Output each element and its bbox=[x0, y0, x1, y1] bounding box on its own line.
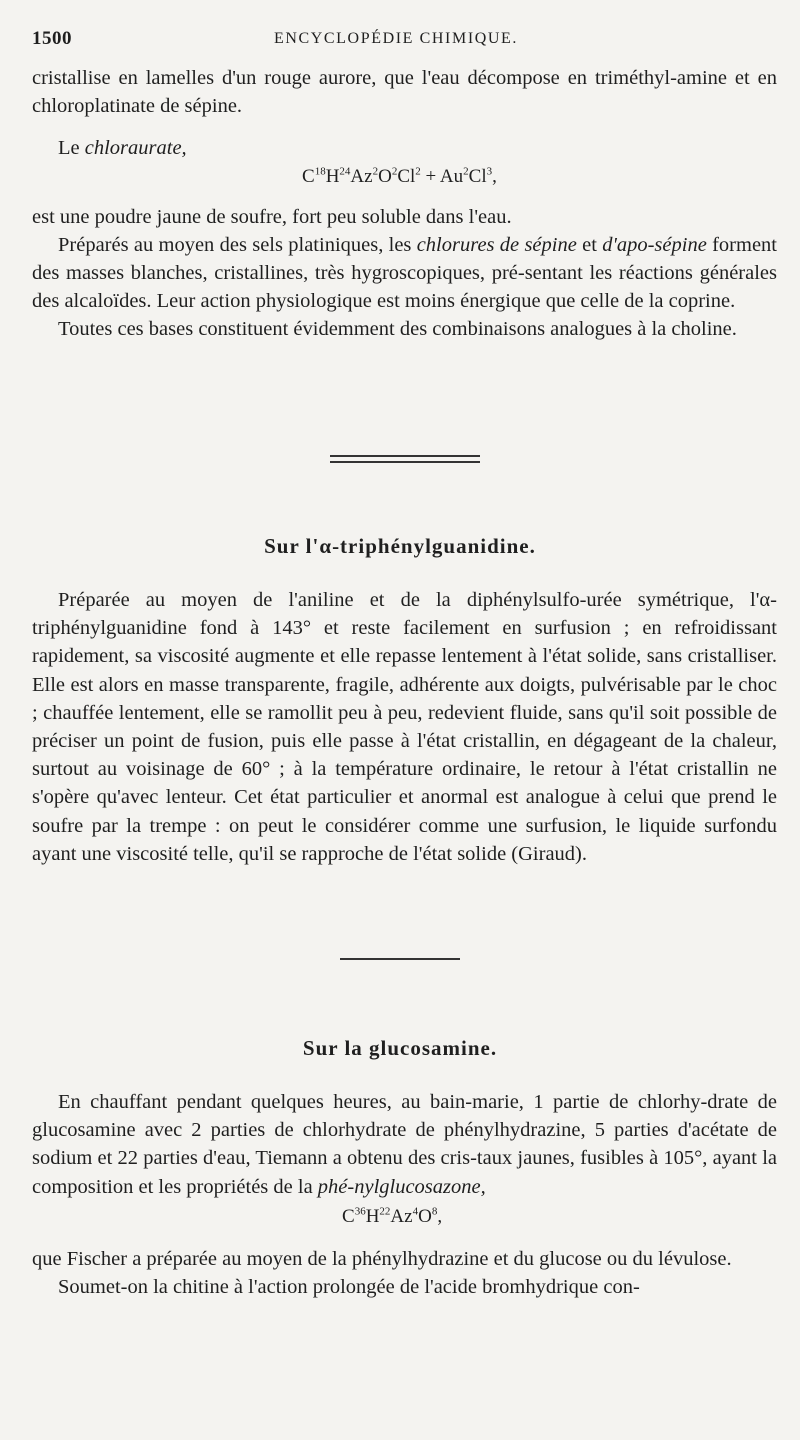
running-header bbox=[32, 28, 760, 54]
formula-subscript-count: 2 bbox=[372, 165, 379, 178]
section-heading: Sur la glucosamine. bbox=[302, 1036, 498, 1060]
formula-subscript-count: 2 bbox=[415, 165, 421, 178]
text-run: Préparés au moyen des sels platiniques, les bbox=[58, 233, 417, 256]
italic-term: phé-nylglucosazone, bbox=[317, 1175, 486, 1198]
formula-element: Az bbox=[390, 1205, 413, 1227]
section-body bbox=[32, 586, 777, 868]
rule-divider bbox=[340, 958, 460, 960]
formula-element: + Au bbox=[420, 165, 464, 187]
formula-element: H bbox=[365, 1205, 380, 1227]
paragraph: que Fischer a préparée au moyen de la phénylhydrazine et du glucose ou du lévulose. bbox=[32, 1247, 732, 1270]
text-run: En chauffant pendant quelques heures, au bain-marie, 1 partie de chlorhy-drate de glucosamine avec 2 parties de chlorhydrate de phénylhydrazine, 5 parties d'acétate de sodium et 22 parties d'eau, Tiemann a obtenu des cris-taux jaunes, fusibles à 105°, ayant la composition et les propriétés de la bbox=[32, 1091, 777, 1198]
paragraph: cristallise en lamelles d'un rouge aurore, que l'eau décompose en triméthyl-amine et en chloroplatinate de sépine. bbox=[32, 67, 777, 118]
paragraph: Préparée au moyen de l'aniline et de la diphénylsulfo-urée symétrique, l'α-triphénylguanidine fond à 143° et reste facilement en surfusion ; en refroidissant rapidement, sa viscosité augmente et elle repasse lentement à l'état solide, sans cristalliser. Elle est alors en masse transparente, fragile, adhérente aux doigts, pulvérisable par le choc ; chauffée lentement, elle se ramollit peu à peu, redevient fluide, sans qu'il soit possible de préciser un point de fusion, puis elle passe à l'état cristallin, en dégageant de la chaleur, surtout au voisinage de 60° ; à la température ordinaire, le retour à l'état cristallin ne s'opère qu'avec lenteur. Cet état particulier et anormal est analogue à celui que prend le soufre par la trempe : on peut le considérer comme une surfusion, le liquide surfondu ayant une viscosité telle, qu'il se rapproche de l'état solide (Giraud). bbox=[32, 589, 777, 865]
page-number: 1500 bbox=[32, 28, 72, 49]
paragraph bbox=[32, 134, 777, 162]
formula-element: , bbox=[492, 165, 497, 187]
formula-subscript-count: 2 bbox=[463, 165, 469, 178]
text-run: et bbox=[576, 233, 603, 256]
paragraph: Soumet-on la chitine à l'action prolongée de l'acide bromhydrique con- bbox=[58, 1276, 640, 1299]
italic-term: chloraurate, bbox=[84, 137, 187, 160]
formula-element: C bbox=[302, 165, 315, 187]
formula-subscript-count: 3 bbox=[486, 165, 493, 178]
formula-element: C bbox=[342, 1205, 355, 1227]
paragraph bbox=[32, 1088, 777, 1201]
running-title: ENCYCLOPÉDIE CHIMIQUE. bbox=[273, 30, 519, 47]
text-run: Le bbox=[58, 137, 85, 160]
formula-element: O bbox=[378, 165, 392, 187]
formula-element: Cl bbox=[468, 165, 487, 187]
formula-subscript-count: 22 bbox=[379, 1205, 391, 1218]
paragraph: Toutes ces bases constituent évidemment des combinaisons analogues à la choline. bbox=[58, 318, 737, 341]
formula-element: O bbox=[418, 1205, 432, 1227]
formula-subscript-count: 4 bbox=[412, 1205, 419, 1218]
formula-subscript-count: 2 bbox=[391, 165, 398, 178]
paragraph: est une poudre jaune de soufre, fort peu soluble dans l'eau. bbox=[32, 205, 512, 228]
formula-subscript-count: 36 bbox=[354, 1205, 366, 1218]
section-body bbox=[32, 1088, 777, 1301]
chemical-formula bbox=[32, 163, 777, 191]
formula-subscript-count: 18 bbox=[314, 165, 326, 178]
formula-subscript-count: 8 bbox=[431, 1205, 438, 1218]
italic-term: chlorures de sépine bbox=[416, 233, 577, 256]
formula-element: Az bbox=[350, 165, 373, 187]
formula-element: Cl bbox=[397, 165, 416, 187]
section-heading: Sur l'α-triphénylguanidine. bbox=[264, 534, 536, 558]
formula-subscript-count: 24 bbox=[339, 165, 351, 178]
italic-term: d'apo-sépine bbox=[602, 233, 707, 256]
formula-element: , bbox=[437, 1205, 443, 1227]
chemical-formula bbox=[32, 1203, 777, 1231]
formula-element: H bbox=[325, 165, 340, 187]
opening-text-block bbox=[32, 64, 777, 344]
double-rule-divider bbox=[330, 455, 480, 463]
paragraph bbox=[32, 231, 777, 316]
text-run: forment des masses blanches, cristallines, très hygroscopiques, pré-sentant les réactions générales des alcaloïdes. Leur action physiologique est moins énergique que celle de la coprine. bbox=[32, 233, 777, 313]
